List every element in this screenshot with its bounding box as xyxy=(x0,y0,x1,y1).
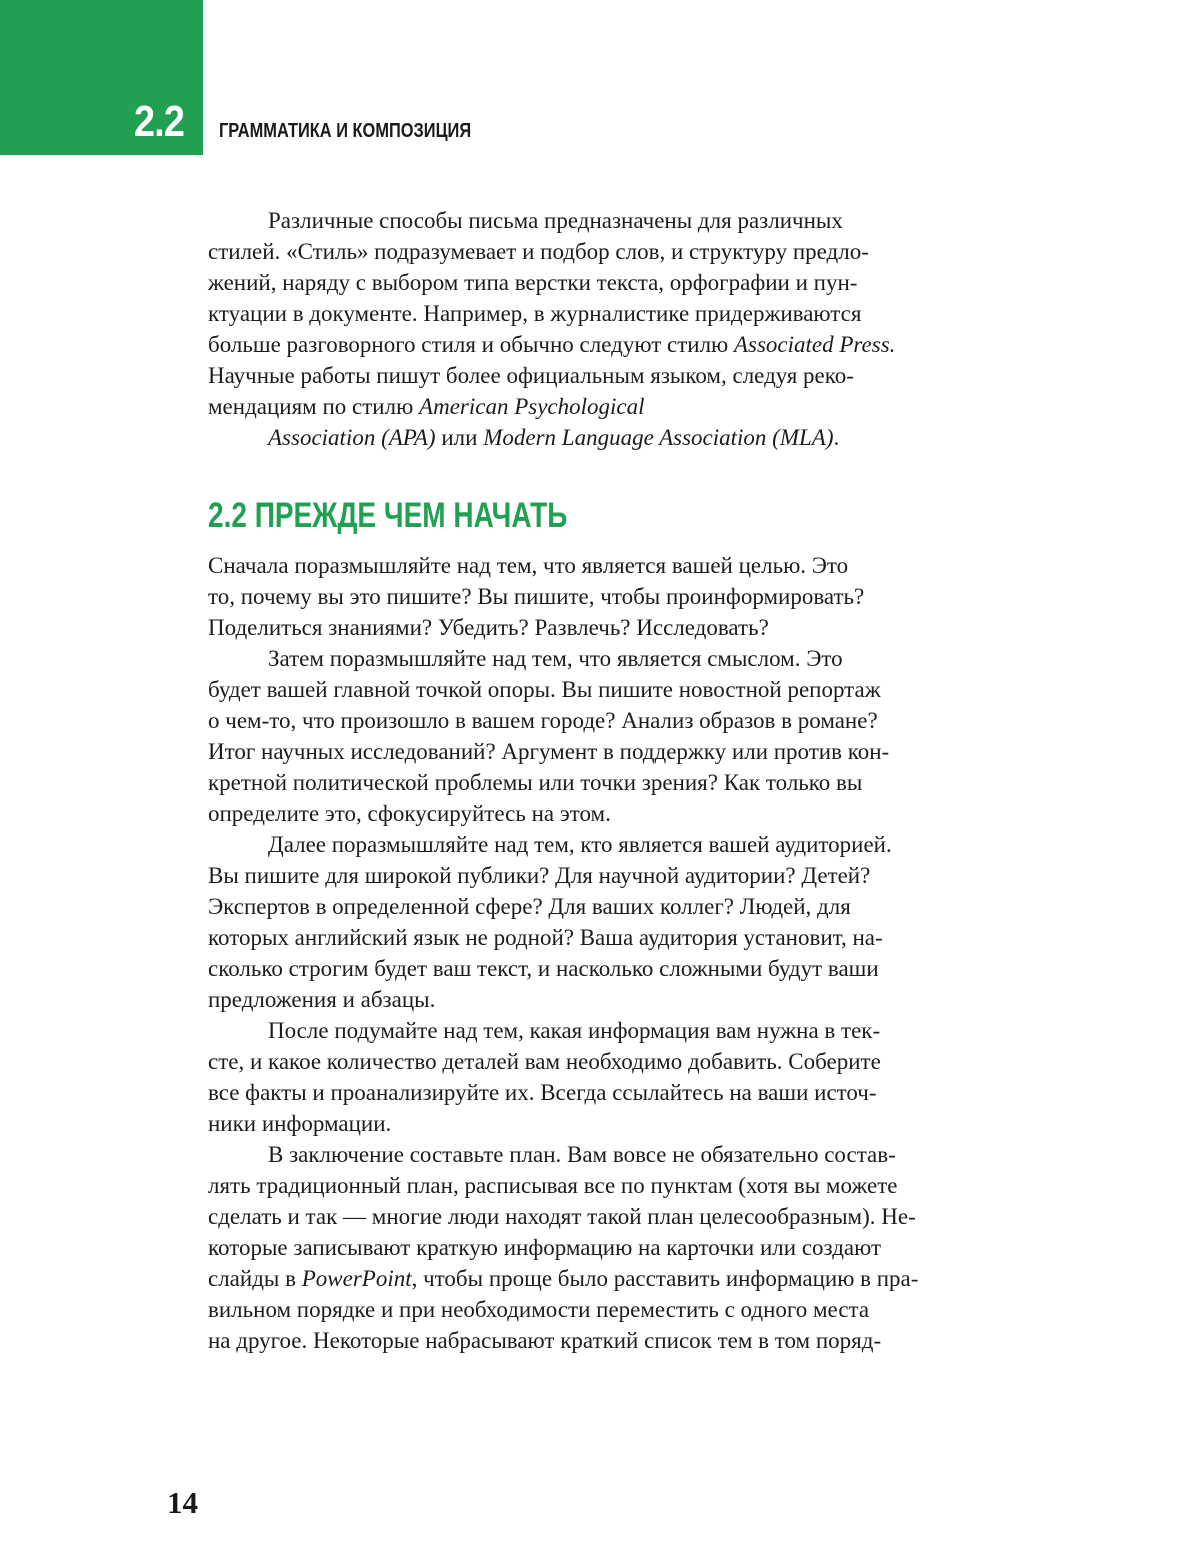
text-line: Экспертов в определенной сфере? Для ваших коллег? Людей, для xyxy=(208,894,851,919)
text-line: сколько строгим будет ваш текст, и насколько сложными будут ваши xyxy=(208,956,879,981)
italic-run: American Psychological xyxy=(419,394,645,419)
text-line: будет вашей главной точкой опоры. Вы пишите новостной репортаж xyxy=(208,677,881,702)
text-line: о чем-то, что произошло в вашем городе? Анализ образов в романе? xyxy=(208,708,878,733)
text-run: . xyxy=(833,425,840,450)
text-run: больше разговорного стиля и обычно следуют стилю xyxy=(208,332,734,357)
text-line: определите это, сфокусируйтесь на этом. xyxy=(208,801,611,826)
text-run: мендациям по стилю xyxy=(208,394,420,419)
text-line: Вы пишите для широкой публики? Для научной аудитории? Детей? xyxy=(208,863,871,888)
text-line xyxy=(208,1263,1028,1294)
italic-run: Modern Language Association (MLA) xyxy=(483,425,834,450)
text-line: сте, и какое количество деталей вам необходимо добавить. Соберите xyxy=(208,1049,881,1074)
italic-run: Association (APA) xyxy=(268,425,436,450)
chapter-title: ГРАММАТИКА И КОМПОЗИЦИЯ xyxy=(219,120,472,142)
page-number: 14 xyxy=(167,1485,198,1520)
main-text xyxy=(208,550,1028,1356)
text-line: Сначала поразмышляйте над тем, что является вашей целью. Это xyxy=(208,553,849,578)
text-line: все факты и проанализируйте их. Всегда ссылайтесь на ваши источ- xyxy=(208,1080,877,1105)
text-line: предложения и абзацы. xyxy=(208,987,436,1012)
text-run: , чтобы проще было расставить информацию в пра- xyxy=(411,1266,919,1291)
text-line: которые записывают краткую информацию на карточки или создают xyxy=(208,1235,882,1260)
text-line xyxy=(208,329,1028,360)
text-line: вильном порядке и при необходимости переместить с одного места xyxy=(208,1297,870,1322)
text-line: Далее поразмышляйте над тем, кто является вашей аудиторией. xyxy=(268,832,892,857)
text-line: ктуации в документе. Например, в журналистике придерживаются xyxy=(208,301,862,326)
text-line: Поделиться знаниями? Убедить? Развлечь? Исследовать? xyxy=(208,615,769,640)
text-line: то, почему вы это пишите? Вы пишите, чтобы проинформировать? xyxy=(208,584,865,609)
chapter-number: 2.2 xyxy=(134,97,185,146)
text-line: на другое. Некоторые набрасывают краткий список тем в том поряд- xyxy=(208,1328,882,1353)
text-run: слайды в xyxy=(208,1266,302,1291)
italic-run: PowerPoint xyxy=(301,1266,412,1291)
text-line: В заключение составьте план. Вам вовсе не обязательно состав- xyxy=(268,1142,896,1167)
intro-paragraph xyxy=(208,205,1028,453)
text-line: Различные способы письма предназначены для различных xyxy=(268,208,843,233)
text-line: После подумайте над тем, какая информация вам нужна в тек- xyxy=(268,1018,881,1043)
text-line: сделать и так — многие люди находят такой план целесообразным). Не- xyxy=(208,1204,916,1229)
text-line: Итог научных исследований? Аргумент в поддержку или против кон- xyxy=(208,739,890,764)
text-line: лять традиционный план, расписывая все по пунктам (хотя вы можете xyxy=(208,1173,898,1198)
text-line xyxy=(208,391,1028,422)
text-line: Затем поразмышляйте над тем, что является смыслом. Это xyxy=(268,646,843,671)
text-line: Научные работы пишут более официальным языком, следуя реко- xyxy=(208,363,854,388)
text-line xyxy=(208,422,1028,453)
text-line: кретной политической проблемы или точки зрения? Как только вы xyxy=(208,770,863,795)
text-line: ники информации. xyxy=(208,1111,392,1136)
text-run: или xyxy=(435,425,484,450)
text-line: жений, наряду с выбором типа верстки текста, орфографии и пун- xyxy=(208,270,858,295)
section-heading: 2.2 ПРЕЖДЕ ЧЕМ НАЧАТЬ xyxy=(208,496,568,535)
italic-run: Associated Press. xyxy=(733,332,896,357)
text-line: которых английский язык не родной? Ваша аудитория установит, на- xyxy=(208,925,883,950)
text-line: стилей. «Стиль» подразумевает и подбор слов, и структуру предло- xyxy=(208,239,869,264)
